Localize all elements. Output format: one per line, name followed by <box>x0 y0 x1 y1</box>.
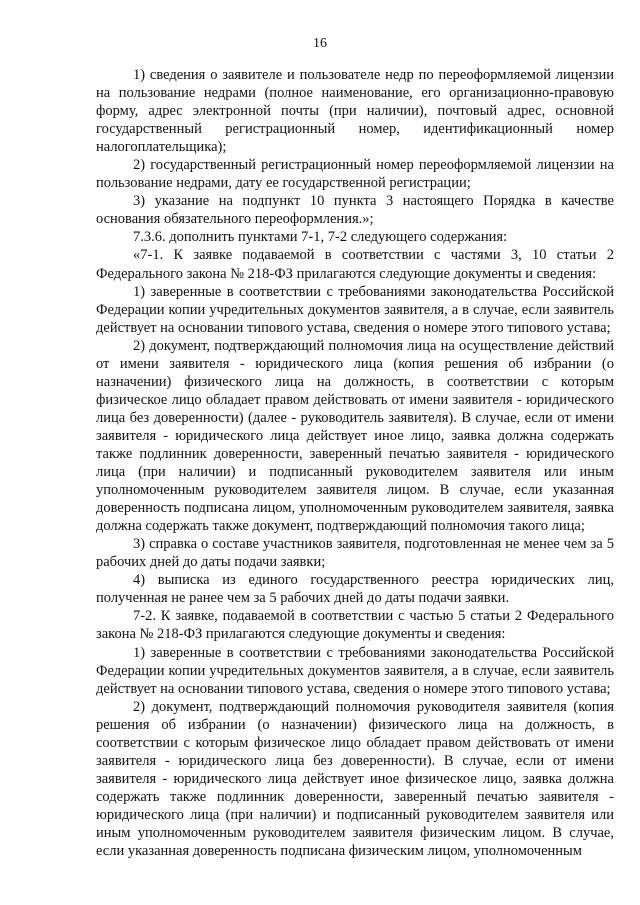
paragraph-7-2-heading: 7-2. К заявке, подаваемой в соответствии с частью 5 статьи 2 Федерального закона № 218-ФЗ прилагаются следующие документы и сведения: <box>96 608 614 643</box>
paragraph-7-1-item-1: 1) заверенные в соответствии с требованиями законодательства Российской Федерации копии учредительных документов заявителя, а в случае, если заявитель действует на основании типового устава, сведения о номере этого типового устава; <box>96 283 614 336</box>
document-body <box>96 66 614 860</box>
page-number: 16 <box>313 36 327 51</box>
paragraph-7-1-heading: «7-1. К заявке подаваемой в соответствии с частями 3, 10 статьи 2 Федерального закона № 218-ФЗ прилагаются следующие документы и сведения: <box>96 247 614 282</box>
paragraph-7-1-item-3: 3) справка о составе участников заявителя, подготовленная не менее чем за 5 рабочих дней до даты подачи заявки; <box>96 536 614 571</box>
paragraph-7-1-item-2: 2) документ, подтверждающий полномочия лица на осуществление действий от имени заявителя - юридического лица (копия решения об избрании (о назначении) физического лица на должность, в соответствии с которым физическое лицо обладает правом действовать от имени заявителя - юридического лица без доверенности) (далее - руководитель заявителя). В случае, если от имени заявителя - юридического лица действует иное лицо, заявка должна содержать также подлинник доверенности, заверенный печатью заявителя - юридического лица (при наличии) и подписанный руководителем заявителя или иным уполномоченным руководителем заявителя лицом. В случае, если указанная доверенность подписана лицом, уполномоченным руководителем заявителя, заявка должна содержать также документ, подтверждающий полномочия такого лица; <box>96 337 614 535</box>
paragraph-1-applicant-info: 1) сведения о заявителе и пользователе недр по переоформляемой лицензии на пользование недрами (полное наименование, его организационно-правовую форму, адрес электронной почты (при наличии), почтовый адрес, основной государственный регистрационный номер, идентификационный номер налогоплательщика); <box>96 67 614 156</box>
paragraph-2-license-number: 2) государственный регистрационный номер переоформляемой лицензии на пользование недрами, дату ее государственной регистрации; <box>96 157 614 192</box>
paragraph-7-2-item-1: 1) заверенные в соответствии с требованиями законодательства Российской Федерации копии учредительных документов заявителя, а в случае, если заявитель действует на основании типового устава, сведения о номере этого типового устава; <box>96 644 614 697</box>
paragraph-7-3-6: 7.3.6. дополнить пунктами 7-1, 7-2 следующего содержания: <box>133 229 508 246</box>
paragraph-7-2-item-2: 2) документ, подтверждающий полномочия руководителя заявителя (копия решения об избрании (о назначении) физического лица на должность, в соответствии с которым физическое лицо обладает правом действовать от имени заявителя - юридического лица без доверенности). В случае, если от имени заявителя - юридического лица действует иное физическое лицо, заявка должна содержать также подлинник доверенности, заверенный печатью заявителя - юридического лица (при наличии) и подписанный руководителем заявителя или иным уполномоченным руководителем заявителя физическим лицом. В случае, если указанная доверенность подписана физическим лицом, уполномоченным <box>96 698 614 860</box>
paragraph-3-reference: 3) указание на подпункт 10 пункта 3 настоящего Порядка в качестве основания обязательного переоформления.»; <box>96 193 614 228</box>
paragraph-7-1-item-4: 4) выписка из единого государственного реестра юридических лиц, полученная не ранее чем за 5 рабочих дней до даты подачи заявки. <box>96 572 614 607</box>
